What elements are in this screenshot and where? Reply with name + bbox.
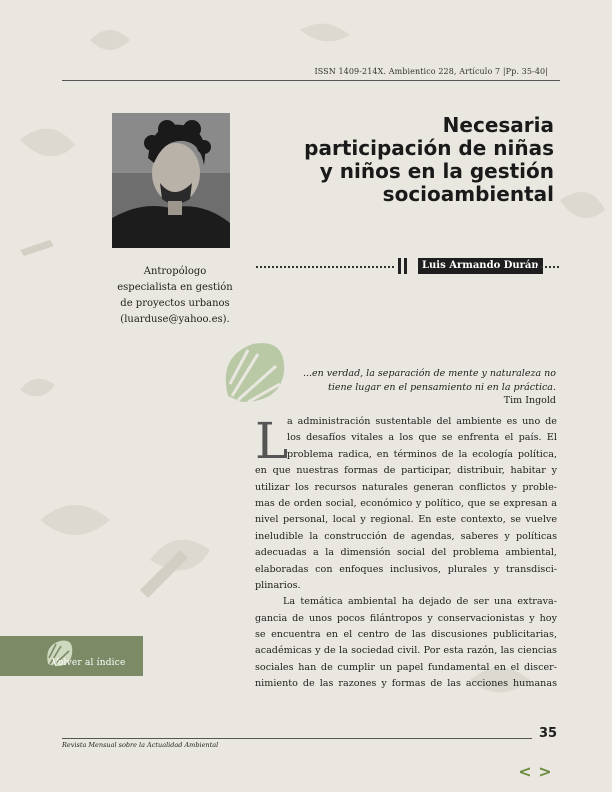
body-line: utilizar los recursos naturales generan conflictos y proble- xyxy=(255,481,557,493)
body-line: ineludible la construcción de agendas, saberes y políticas xyxy=(255,530,557,542)
body-line: plinarios. xyxy=(255,579,301,591)
epigraph xyxy=(266,367,556,408)
title-line: socioambiental xyxy=(382,182,554,206)
body-line: a administración sustentable del ambiente es uno de xyxy=(287,416,557,427)
header-rule xyxy=(62,80,560,81)
body-line: en que nuestras formas de participar, distribuir, habitar y xyxy=(255,465,557,477)
title-line: participación de niñas xyxy=(304,136,554,160)
title-line: y niños en la gestión xyxy=(319,159,554,183)
body-line: elaboradas con enfoques inclusivos, plurales y transdisci- xyxy=(255,563,557,575)
dotted-rule-right xyxy=(537,266,559,268)
footer-rule xyxy=(62,738,532,739)
article-title xyxy=(264,114,554,206)
body-line: sociales han de cumplir un papel fundamental en el discer- xyxy=(255,661,557,673)
body-line: gancia de unos pocos filántropos y conservacionistas y hoy xyxy=(255,612,557,624)
epigraph-quote-line: ...en verdad, la separación de mente y naturaleza no xyxy=(302,368,556,379)
body-line: adecuadas a la dimensión social del problema ambiental, xyxy=(255,547,557,559)
dotted-rule-left xyxy=(256,266,394,268)
drop-cap: L xyxy=(255,412,289,470)
body-line: problema radica, en términos de la ecología política, xyxy=(287,448,557,460)
title-line: Necesaria xyxy=(442,113,554,137)
previous-page-button[interactable]: < xyxy=(518,762,532,781)
body-line: los desafíos vitales a los que se enfrenta el país. El xyxy=(287,432,557,444)
epigraph-attribution: Tim Ingold xyxy=(503,395,556,406)
journal-name: Revista Mensual sobre la Actualidad Ambiental xyxy=(62,741,219,749)
bio-line: especialista en gestión xyxy=(117,282,233,293)
bio-line: de proyectos urbanos xyxy=(120,298,230,309)
body-line: se encuentra en el centro de las discusiones publicitarias, xyxy=(255,629,557,641)
back-to-index-label[interactable]: Volver al índice xyxy=(52,658,126,668)
author-photo xyxy=(112,113,230,248)
body-line: nivel personal, local y regional. En este contexto, se vuelve xyxy=(255,514,557,526)
epigraph-quote-line: tiene lugar en el pensamiento ni en la práctica. xyxy=(328,381,556,393)
bio-line: (luarduse@yahoo.es). xyxy=(120,314,230,325)
author-bio xyxy=(112,264,238,328)
page-number: 35 xyxy=(539,726,558,741)
body-line: académicas y de la sociedad civil. Por esta razón, las ciencias xyxy=(255,645,557,657)
body-line: mas de orden social, económico y político, que se expresan a xyxy=(255,497,557,509)
body-line: La temática ambiental ha dejado de ser una extrava- xyxy=(283,596,557,608)
body-line: nimiento de las razones y formas de las acciones humanas xyxy=(255,678,557,690)
bio-line: Antropólogo xyxy=(143,266,207,277)
back-to-index-link[interactable] xyxy=(0,636,143,676)
issn-header: ISSN 1409-214X. Ambientico 228, Artículo 7 |Pp. 35-40| xyxy=(314,67,548,76)
next-page-button[interactable]: > xyxy=(538,762,552,781)
author-name: Luis Armando Durán xyxy=(418,258,543,274)
article-body xyxy=(255,414,557,693)
